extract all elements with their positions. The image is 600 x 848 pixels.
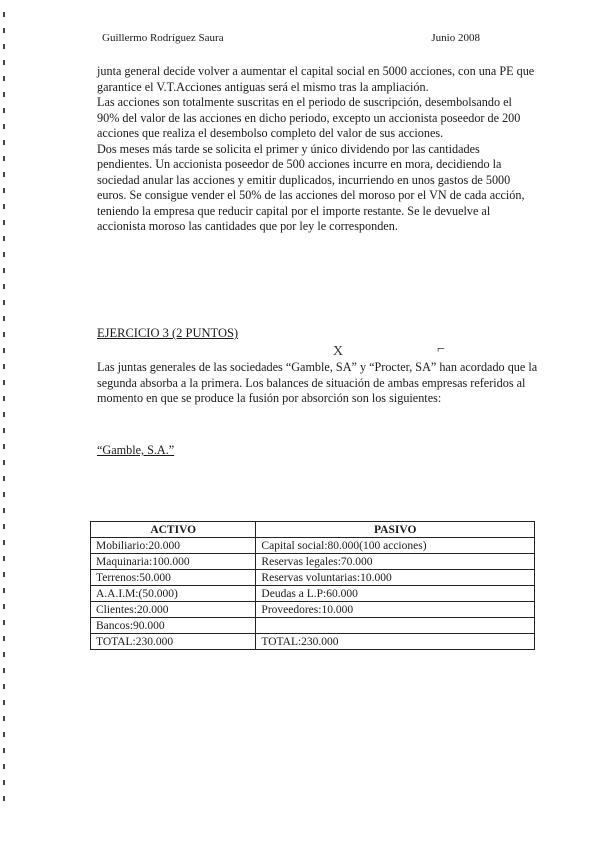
margin-tick [3,652,5,657]
margin-tick [3,44,5,49]
table-cell: Reservas legales:70.000 [256,554,535,570]
margin-tick [3,284,5,289]
margin-tick [3,700,5,705]
margin-tick [3,780,5,785]
table-cell: A.A.I.M:(50.000) [91,586,256,602]
table-header-row [91,522,535,538]
margin-tick [3,684,5,689]
margin-tick [3,396,5,401]
table-row [91,538,535,554]
margin-tick [3,220,5,225]
margin-tick [3,364,5,369]
paragraph: Las acciones son totalmente suscritas en el periodo de suscripción, desembolsando el 90% del valor de las acciones en dicho periodo, excepto un accionista poseedor de 200 acciones que realiza el desembolso completo del valor de sus acciones. [97,95,521,140]
scan-margin-marks [3,12,11,812]
margin-tick [3,428,5,433]
margin-tick [3,716,5,721]
margin-tick [3,556,5,561]
margin-tick [3,476,5,481]
company-name: “Gamble, S.A.” [97,443,175,457]
balance-sheet-table [90,521,535,650]
margin-tick [3,588,5,593]
table-total-row [91,634,535,650]
margin-tick [3,204,5,209]
margin-tick [3,252,5,257]
margin-tick [3,508,5,513]
table-cell: Bancos:90.000 [91,618,256,634]
margin-tick [3,236,5,241]
table-cell: Mobiliario:20.000 [91,538,256,554]
column-header-pasivo: PASIVO [256,522,535,538]
margin-tick [3,764,5,769]
table-cell: Reservas voluntarias:10.000 [256,570,535,586]
margin-tick [3,540,5,545]
exercise-heading: EJERCICIO 3 (2 PUNTOS) [97,326,239,340]
table-row [91,586,535,602]
margin-tick [3,492,5,497]
table-cell-total: TOTAL:230.000 [256,634,535,650]
table-cell: Clientes:20.000 [91,602,256,618]
margin-tick [3,412,5,417]
table-row [91,570,535,586]
table-cell: Terrenos:50.000 [91,570,256,586]
margin-tick [3,76,5,81]
margin-tick [3,172,5,177]
margin-tick [3,604,5,609]
margin-tick [3,316,5,321]
handwritten-x-mark: X [333,344,344,359]
margin-tick [3,348,5,353]
table-cell: Capital social:80.000(100 acciones) [256,538,535,554]
table-row [91,602,535,618]
table-cell-total: TOTAL:230.000 [91,634,256,650]
margin-tick [3,572,5,577]
exercise-intro: Las juntas generales de las sociedades “Gamble, SA” y “Procter, SA” han acordado que la segunda absorba a la primera. Los balances de situación de ambas empresas referidos al momento en que se produce la fusión por absorción son los siguientes: [97,360,538,405]
margin-tick [3,92,5,97]
margin-tick [3,748,5,753]
margin-tick [3,636,5,641]
margin-tick [3,668,5,673]
margin-tick [3,732,5,737]
margin-tick [3,300,5,305]
margin-tick [3,28,5,33]
paragraph: Dos meses más tarde se solicita el primer y único dividendo por las cantidades pendientes. Un accionista poseedor de 500 acciones incurre en mora, decidiendo la sociedad anular las acciones y emitir duplicados, incurriendo en unos gastos de 5000 euros. Se consigue vender el 50% de las acciones del moroso por el VN de cada acción, teniendo la empresa que reducir capital por el importe restante. Se le devuelve al accionista moroso las cantidades que por ley le corresponden. [97,141,525,233]
body-text [97,64,537,235]
margin-tick [3,460,5,465]
table-cell: Deudas a L.P:60.000 [256,586,535,602]
header-author: Guillermo Rodríguez Saura [102,32,224,44]
margin-tick [3,796,5,801]
margin-tick [3,268,5,273]
table-row [91,618,535,634]
margin-tick [3,140,5,145]
margin-tick [3,60,5,65]
margin-tick [3,620,5,625]
margin-tick [3,124,5,129]
table-cell [256,618,535,634]
margin-tick [3,12,5,17]
margin-tick [3,444,5,449]
margin-tick [3,108,5,113]
table-row [91,554,535,570]
margin-tick [3,332,5,337]
table-cell: Maquinaria:100.000 [91,554,256,570]
margin-tick [3,524,5,529]
header-date: Junio 2008 [431,32,480,44]
handwritten-hook-mark: ⌐ [437,342,445,357]
column-header-activo: ACTIVO [91,522,256,538]
margin-tick [3,380,5,385]
table-cell: Proveedores:10.000 [256,602,535,618]
paragraph: junta general decide volver a aumentar el capital social en 5000 acciones, con una PE que garantice el V.T.Acciones antiguas será el mismo tras la ampliación. [97,64,535,94]
margin-tick [3,188,5,193]
margin-tick [3,156,5,161]
